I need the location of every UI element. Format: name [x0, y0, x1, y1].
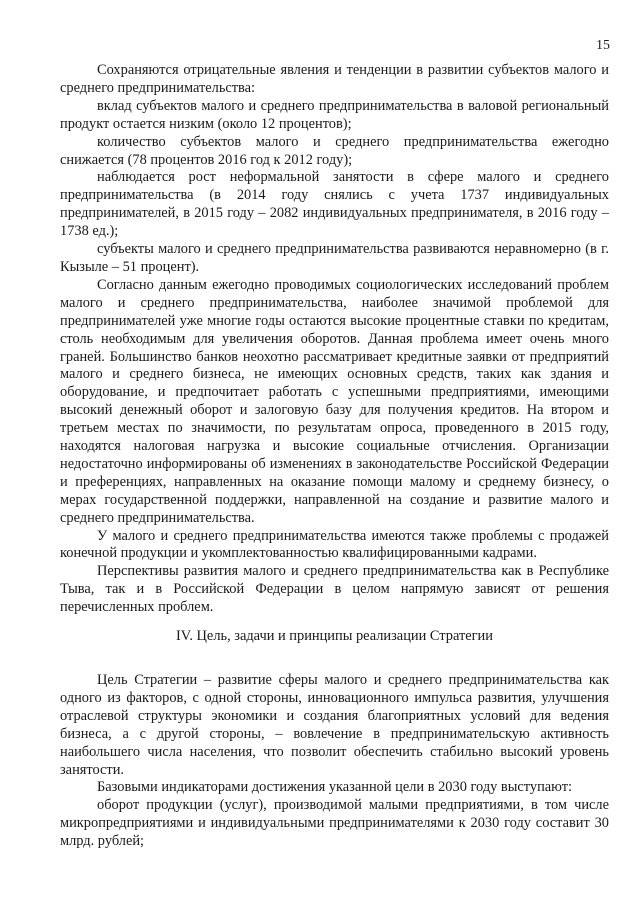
paragraph: Перспективы развития малого и среднего предпринимательства как в Республике Тыва, так и в Российской Федерации в целом напрямую зависят от решения перечисленных проблем. [60, 563, 609, 616]
paragraph: субъекты малого и среднего предпринимательства развиваются неравномерно (в г. Кызыле – 51 процент). [60, 241, 609, 275]
paragraph: Цель Стратегии – развитие сферы малого и среднего предпринимательства как одного из факторов, с одной стороны, инновационного импульса развития, улучшения отраслевой структуры экономики и создания благоприятных условий для ведения бизнеса, а с другой стороны, – вовлечение в предпринимательскую активность наибольшего числа населения, что позволит обеспечить стабильно высокий уровень занятости. [60, 672, 609, 778]
paragraph: вклад субъектов малого и среднего предпринимательства в валовой региональный продукт остается низким (около 12 процентов); [60, 97, 609, 132]
paragraph: количество субъектов малого и среднего предпринимательства ежегодно снижается (78 процентов 2016 год к 2012 году); [60, 133, 609, 168]
paragraph: Базовыми индикаторами достижения указанной цели в 2030 году выступают: [97, 779, 573, 796]
section-heading: IV. Цель, задачи и принципы реализации Стратегии [176, 628, 493, 645]
paragraph: Согласно данным ежегодно проводимых социологических исследований проблем малого и среднего предпринимательства, наиболее значимой проблемой для предпринимателей уже многие годы остаются высокие процентные ставки по кредитам, столь необходимым для увеличения оборотов. Данная проблема имеет очень много граней. Большинство банков неохотно рассматривает кредитные заявки от предприятий малого и среднего бизнеса, не имеющих основных средств, таких как здания и оборудование, и предпочитает работать с успешными предприятиями, имеющими высокий денежный оборот и залоговую базу для получения кредитов. На втором и третьем местах по значимости, по результатам опроса, проведенного в 2015 году, находятся налоговая нагрузка и высокие социальные отчисления. Организации недостаточно информированы об изменениях в законодательстве Российской Федерации и преференциях, направленных на оказание помощи малому и среднему бизнесу, о мерах государственной поддержки, направленной на создание и развитие малого и среднего предпринимательства. [60, 276, 609, 526]
paragraph: Сохраняются отрицательные явления и тенденции в развитии субъектов малого и среднего предпринимательства: [60, 62, 609, 96]
paragraph: У малого и среднего предпринимательства имеются также проблемы с продажей конечной продукции и укомплектованностью квалифицированными кадрами. [60, 527, 609, 562]
paragraph: оборот продукции (услуг), производимой малыми предприятиями, в том числе микропредприятиями и индивидуальными предпринимателями к 2030 году составит 30 млрд. рублей; [60, 797, 609, 850]
page-number: 15 [596, 38, 610, 53]
document-body [60, 62, 609, 851]
paragraph: наблюдается рост неформальной занятости в сфере малого и среднего предпринимательства (в 2014 году снялись с учета 1737 индивидуальных предпринимателей, в 2015 году – 2082 индивидуальных предпринимателя, в 2016 году – 1738 ед.); [60, 169, 609, 240]
